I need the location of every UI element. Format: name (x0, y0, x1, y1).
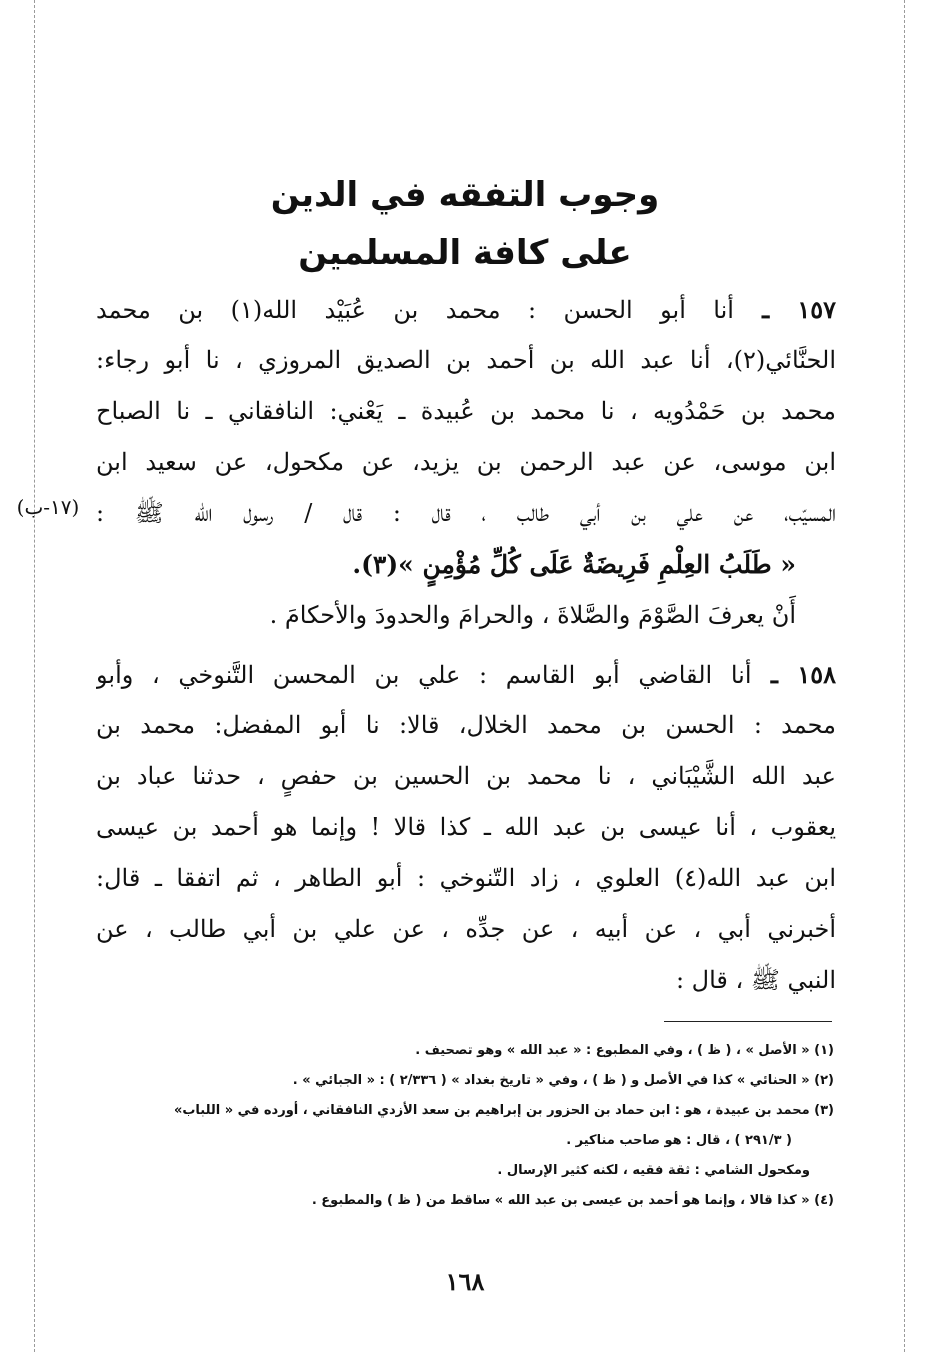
text-line: الحنَّائي(٢)، أنا عبد الله بن أحمد بن الصديق المروزي ، نا أبو رجاء: (96, 346, 836, 374)
footnote-2: (٢) « الحنائي » كذا في الأصل و ( ظ ) ، وفي « تاريخ بغداد » ( ٢/٣٣٦ ) : « الجبائي » . (292, 1073, 834, 1088)
text-line: النبي ﷺ ، قال : (675, 966, 836, 994)
text-line: ابن موسى، عن عبد الرحمن بن يزيد، عن مكحول، عن سعيد ابن (96, 448, 836, 476)
text-line: أَنْ يعرفَ الصَّوْمَ والصَّلاةَ ، والحرامَ والحدودَ والأحكامَ . (269, 601, 796, 629)
footnote-3-continued: ( ٢٩١/٣ ) ، قال : هو صاحب مناكير . (566, 1133, 792, 1148)
text-line: ١٥٨ ـ أنا القاضي أبو القاسم : علي بن المحسن التَّنوخي ، وأبو (96, 660, 836, 689)
hadith-number: ١٥٧ ـ (733, 295, 836, 324)
footnote-3-note: ومكحول الشامي : ثقة فقيه ، لكنه كثير الإرسال . (497, 1163, 810, 1178)
text-line: ١٥٧ ـ أنا أبو الحسن : محمد بن عُبَيْد الله(١) بن محمد (96, 295, 836, 324)
text-line: يعقوب ، أنا عيسى بن عبد الله ـ كذا قالا ! وإنما هو أحمد بن عيسى (96, 813, 836, 841)
heading-line-1: وجوب التفقه في الدين (270, 175, 660, 215)
footnote-3: (٣) محمد بن عبيدة ، هو : ابن حماد بن الحزور بن إبراهيم بن سعد الأزدي النافقاني ، أورده في « اللباب» (173, 1103, 834, 1118)
text-line: ابن عبد الله(٤) العلوي ، زاد التّنوخي : أبو الطاهر ، ثم اتفقا ـ قال: (96, 864, 836, 892)
main-text (96, 284, 836, 1006)
footnotes (100, 1036, 834, 1216)
heading-line-2: على كافة المسلمين (298, 233, 632, 273)
margin-folio-note: (١٧-ب) (16, 495, 80, 519)
page-edge-right (904, 0, 905, 1352)
footnote-1: (١) « الأصل » ، ( ظ ) ، وفي المطبوع : « عبد الله » وهو تصحيف . (415, 1043, 834, 1058)
text-line: عبد الله الشَّيْبَاني ، نا محمد بن الحسين بن حفصٍ ، حدثنا عباد بن (96, 762, 836, 790)
hadith-number: ١٥٨ ـ (751, 660, 836, 689)
text-line: أخبرني أبي ، عن أبيه ، عن جدِّه ، عن علي بن أبي طالب ، عن (96, 915, 836, 943)
text-line: محمد بن حَمْدُويه ، نا محمد بن عُبيدة ـ يَعْني: النافقاني ـ نا الصباح (96, 397, 836, 425)
footnote-4: (٤) « كذا قالا ، وإنما هو أحمد بن عيسى بن عبد الله » ساقط من ( ظ ) والمطبوع . (311, 1193, 834, 1208)
page-edge-left (34, 0, 35, 1352)
page-number: ١٦٨ (445, 1267, 485, 1296)
section-heading (100, 166, 830, 282)
text-line: المسيّب، عن علي بن أبي طالب ، قال : قال / رسول الله ﷺ : (96, 499, 836, 527)
text-line: محمد : الحسن بن محمد الخلال، قالا: نا أبو المفضل: محمد بن (96, 711, 836, 739)
footnote-divider (664, 1021, 832, 1022)
hadith-quote: « طَلَبُ العِلْمِ فَرِيضَةٌ عَلَى كُلِّ مُؤْمِنٍ »(٣). (352, 550, 796, 579)
